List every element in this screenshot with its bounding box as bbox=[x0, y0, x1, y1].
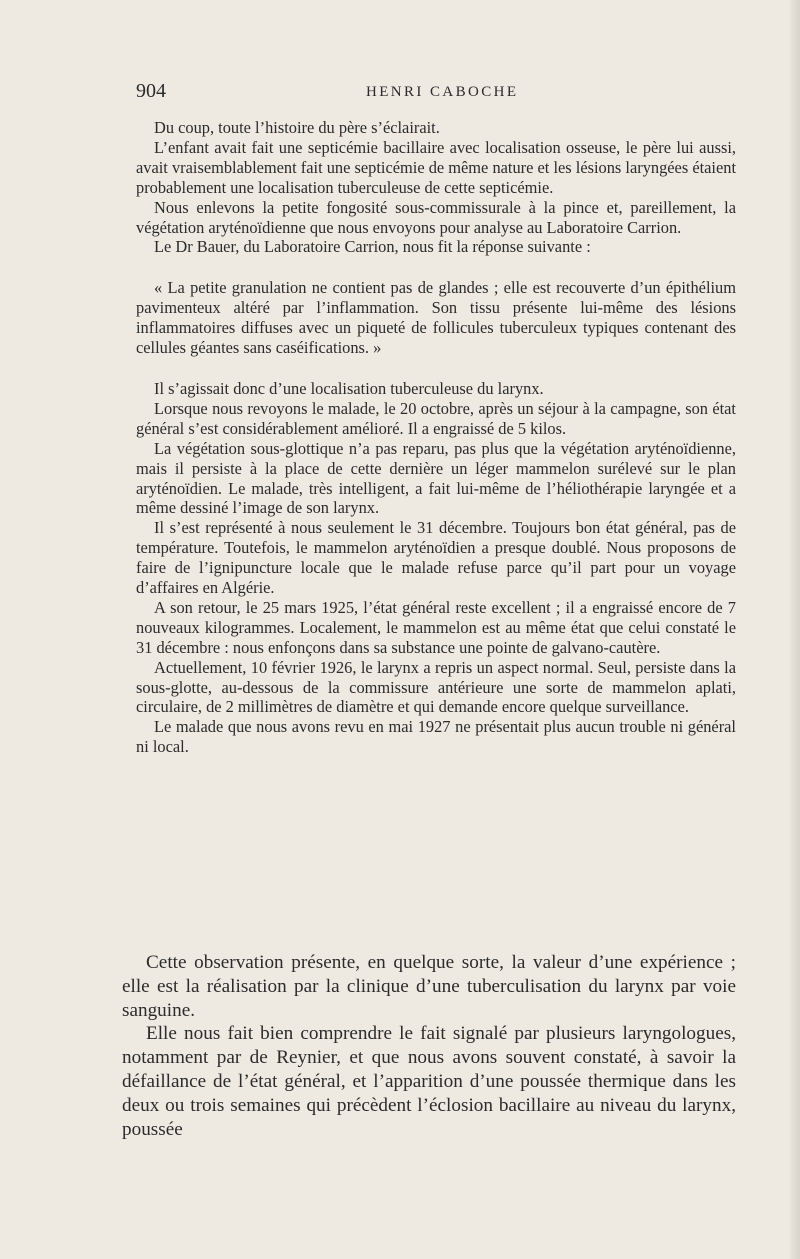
page-edge-shadow bbox=[790, 0, 800, 1259]
paragraph: L’enfant avait fait une septicémie bacillaire avec localisation osseuse, le père lui aussi, avait vraisemblablement fait une septicémie de même nature et les lésions laryngées étaient probablement une localisation tuberculeuse de cette septicémie. bbox=[136, 137, 736, 197]
paragraph: Elle nous fait bien comprendre le fait signalé par plusieurs laryngologues, notamment par de Reynier, et que nous avons souvent constaté, à savoir la défaillance de l’état général, et l’apparition d’une poussée thermique dans les deux ou trois semaines qui précèdent l’éclosion bacillaire au niveau du larynx, poussée bbox=[122, 1023, 736, 1140]
paragraph: A son retour, le 25 mars 1925, l’état général reste excellent ; il a engraissé encore de 7 nouveaux kilogrammes. Localement, le mammelon est au même état que celui constaté le 31 décembre : nous enfonçons dans sa substance une pointe de galvano-cautère. bbox=[136, 597, 736, 657]
page-number: 904 bbox=[136, 80, 166, 102]
observation-text bbox=[136, 118, 736, 757]
paragraph: Cette observation présente, en quelque sorte, la valeur d’une expérience ; elle est la réalisation par la clinique d’une tuberculisation du larynx par voie sanguine. bbox=[122, 952, 736, 1021]
paragraph: Le Dr Bauer, du Laboratoire Carrion, nous fit la réponse suivante : bbox=[154, 237, 591, 257]
lab-report-quote: « La petite granulation ne contient pas de glandes ; elle est recouverte d’un épithélium pavimenteux altéré par l’inflammation. Son tissu présente lui-même des lésions inflammatoires diffuses avec un piqueté de follicules tuberculeux typiques contenant des cellules géantes sans caséifications. » bbox=[136, 278, 736, 358]
paragraph: Nous enlevons la petite fongosité sous-commissurale à la pince et, pareillement, la végétation aryténoïdienne que nous envoyons pour analyse au Laboratoire Carrion. bbox=[136, 197, 736, 237]
running-title: HENRI CABOCHE bbox=[366, 84, 519, 100]
discussion-text bbox=[122, 951, 736, 1141]
running-head bbox=[136, 80, 736, 108]
paragraph: Lorsque nous revoyons le malade, le 20 octobre, après un séjour à la campagne, son état général s’est considérablement amélioré. Il a engraissé de 5 kilos. bbox=[136, 398, 736, 438]
paragraph: La végétation sous-glottique n’a pas reparu, pas plus que la végétation aryténoïdienne, mais il persiste à la place de cette dernière un léger mammelon surélevé sur le plan aryténoïdien. Le malade, très intelligent, a fait lui-même de l’héliothérapie laryngée et a même dessiné l’image de son larynx. bbox=[136, 438, 736, 518]
paragraph: Il s’agissait donc d’une localisation tuberculeuse du larynx. bbox=[154, 378, 544, 398]
paragraph: Du coup, toute l’histoire du père s’éclairait. bbox=[154, 118, 440, 137]
paragraph: Le malade que nous avons revu en mai 1927 ne présentait plus aucun trouble ni général ni local. bbox=[136, 717, 736, 757]
paragraph: Actuellement, 10 février 1926, le larynx a repris un aspect normal. Seul, persiste dans la sous-glotte, au-dessous de la commissure antérieure une sorte de mammelon aplati, circulaire, de 2 millimètres de diamètre et qui demande encore quelque surveillance. bbox=[136, 657, 736, 717]
paragraph: Il s’est représenté à nous seulement le 31 décembre. Toujours bon état général, pas de température. Toutefois, le mammelon aryténoïdien a presque doublé. Nous proposons de faire de l’ignipuncture locale que le malade refuse parce qu’il part pour un voyage d’affaires en Algérie. bbox=[136, 518, 736, 598]
